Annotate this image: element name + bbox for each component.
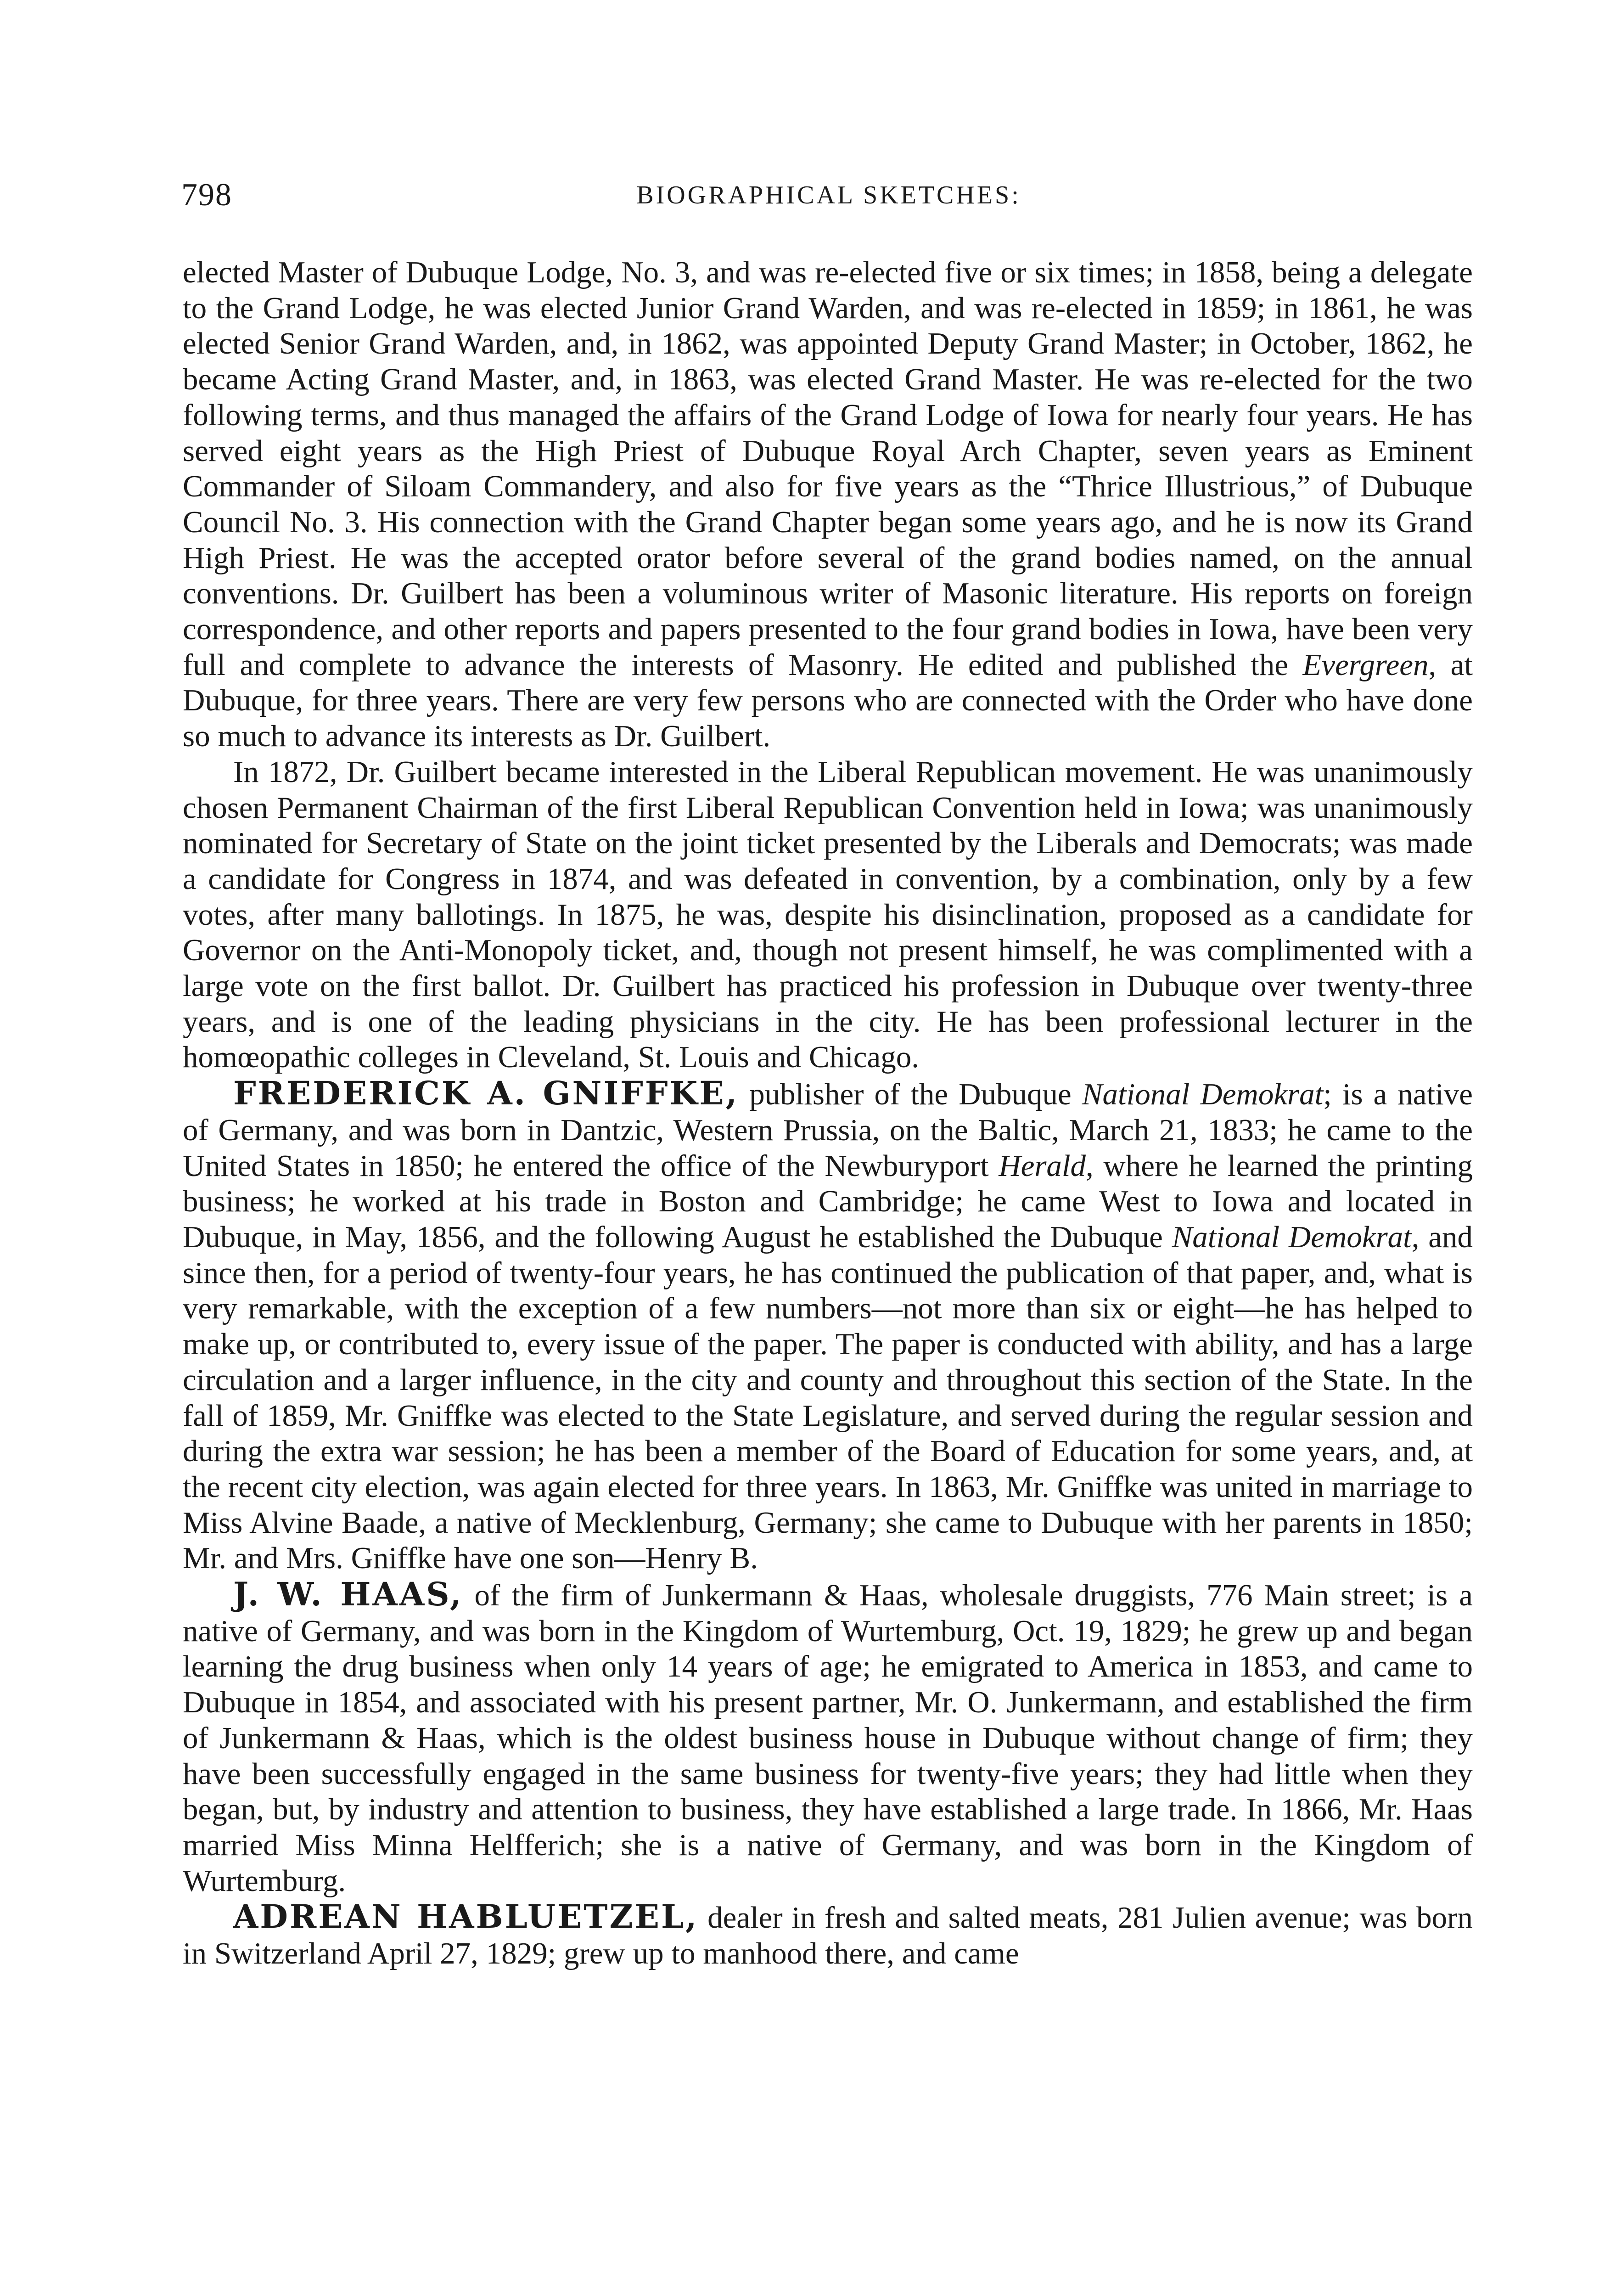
entry-name-habluetzel: ADREAN HABLUETZEL, (233, 1897, 699, 1936)
page-number: 798 (181, 177, 232, 213)
entry-haas (183, 1576, 1473, 1899)
body-text (183, 255, 1473, 1972)
evergreen-title: Evergreen (1302, 647, 1429, 682)
paragraph-guilbert-1872: In 1872, Dr. Guilbert became interested in the Liberal Republican movement. He was unanimously chosen Permanent Chairman of the first Liberal Republican Convention held in Iowa; was unanimously nominated for Secretary of State on the joint ticket presented by the Liberals and Democrats; was made a candidate for Congress in 1874, and was defeated in convention, by a combination, only by a few votes, after many ballotings. In 1875, he was, despite his disinclination, proposed as a candidate for Governor on the Anti-Monopoly ticket, and, though not present himself, he was complimented with a large vote on the first ballot. Dr. Guilbert has practiced his profession in Dubuque over twenty-three years, and is one of the leading physicians in the city. He has been professional lecturer in the homœopathic colleges in Cleveland, St. Louis and Chicago. (183, 754, 1473, 1075)
running-head (181, 177, 1476, 218)
gniffke-text-a: publisher of the Dubuque (739, 1077, 1082, 1112)
entry-gniffke (183, 1075, 1473, 1576)
entry-name-haas: J. W. HAAS, (233, 1575, 463, 1614)
entry-habluetzel (183, 1899, 1473, 1971)
habluetzel-text: dealer in fresh and salted meats, 281 Julien avenue; was born in Switzerland April 27, 1829; grew up to manhood there, and came (183, 1901, 1473, 1971)
guilbert-text-part1: elected Master of Dubuque Lodge, No. 3, and was re-elected five or six times; in 1858, being a delegate to the Grand Lodge, he was elected Junior Grand Warden, and was re-elected in 1859; in 1861, he was elected Senior Grand Warden, and, in 1862, was appointed Deputy Grand Master; in October, 1862, he became Acting Grand Master, and, in 1863, was elected Grand Master. He was re-elected for the two following terms, and thus managed the affairs of the Grand Lodge of Iowa for nearly four years. He has served eight years as the High Priest of Dubuque Royal Arch Chapter, seven years as Eminent Commander of Siloam Commandery, and also for five years as the “Thrice Illustrious,” of Dubuque Council No. 3. His connection with the Grand Chapter began some years ago, and he is now its Grand High Priest. He was the accepted orator before several of the grand bodies named, on the annual conventions. Dr. Guilbert has been a voluminous writer of Masonic literature. His reports on foreign correspondence, and other reports and papers presented to the four grand bodies in Iowa, have been very full and complete to advance the interests of Masonry. He edited and published the (183, 255, 1473, 682)
gniffke-text-d: , and since then, for a period of twenty-four years, he has continued the publication of that paper, and, what is very remarkable, with the exception of a few numbers—not more than six or eight—he has helped to make up, or contributed to, every issue of the paper. The paper is conducted with ability, and has a large circulation and a larger influence, in the city and county and throughout this section of the State. In the fall of 1859, Mr. Gniffke was elected to the State Legislature, and served during the regular session and during the extra war session; he has been a member of the Board of Education for some years, and, at the recent city election, was again elected for three years. In 1863, Mr. Gniffke was united in marriage to Miss Alvine Baade, a native of Mecklenburg, Germany; she came to Dubuque with her parents in 1850; Mr. and Mrs. Gniffke have one son—Henry B. (183, 1220, 1473, 1576)
haas-text: of the firm of Junkermann & Haas, wholesale druggists, 776 Main street; is a native of Germany, and was born in the Kingdom of Wurtemburg, Oct. 19, 1829; he grew up and began learning the drug business when only 14 years of age; he emigrated to America in 1853, and came to Dubuque in 1854, and associated with his present partner, Mr. O. Junkermann, and established the firm of Junkermann & Haas, which is the oldest business house in Dubuque without change of firm; they have been successfully engaged in the same business for twenty-five years; they had little when they began, but, by industry and attention to business, they have established a large trade. In 1866, Mr. Haas married Miss Minna Helfferich; she is a native of Germany, and was born in the Kingdom of Wurtemburg. (183, 1578, 1473, 1898)
gniffke-paper-title-2: National Demokrat (1172, 1220, 1412, 1254)
paragraph-guilbert-continued (183, 255, 1473, 754)
entry-name-gniffke: FREDERICK A. GNIFFKE, (233, 1074, 739, 1113)
gniffke-text-c: , where he learned the printing business; he worked at his trade in Boston and Cambridge; he came West to Iowa and located in Dubuque, in May, 1856, and the following August he established the Dubuque (183, 1148, 1473, 1254)
guilbert-text-part2: , at Dubuque, for three years. There are very few persons who are connected with the Order who have done so much to advance its interests as Dr. Guilbert. (183, 647, 1473, 754)
gniffke-paper-title-1: National Demokrat (1082, 1077, 1324, 1112)
running-title: BIOGRAPHICAL SKETCHES: (636, 181, 1021, 209)
gniffke-herald-title: Herald (999, 1148, 1086, 1183)
gniffke-text-b: ; is a native of Germany, and was born in Dantzic, Western Prussia, on the Baltic, March 21, 1833; he came to the United States in 1850; he entered the office of the Newburyport (183, 1077, 1473, 1183)
